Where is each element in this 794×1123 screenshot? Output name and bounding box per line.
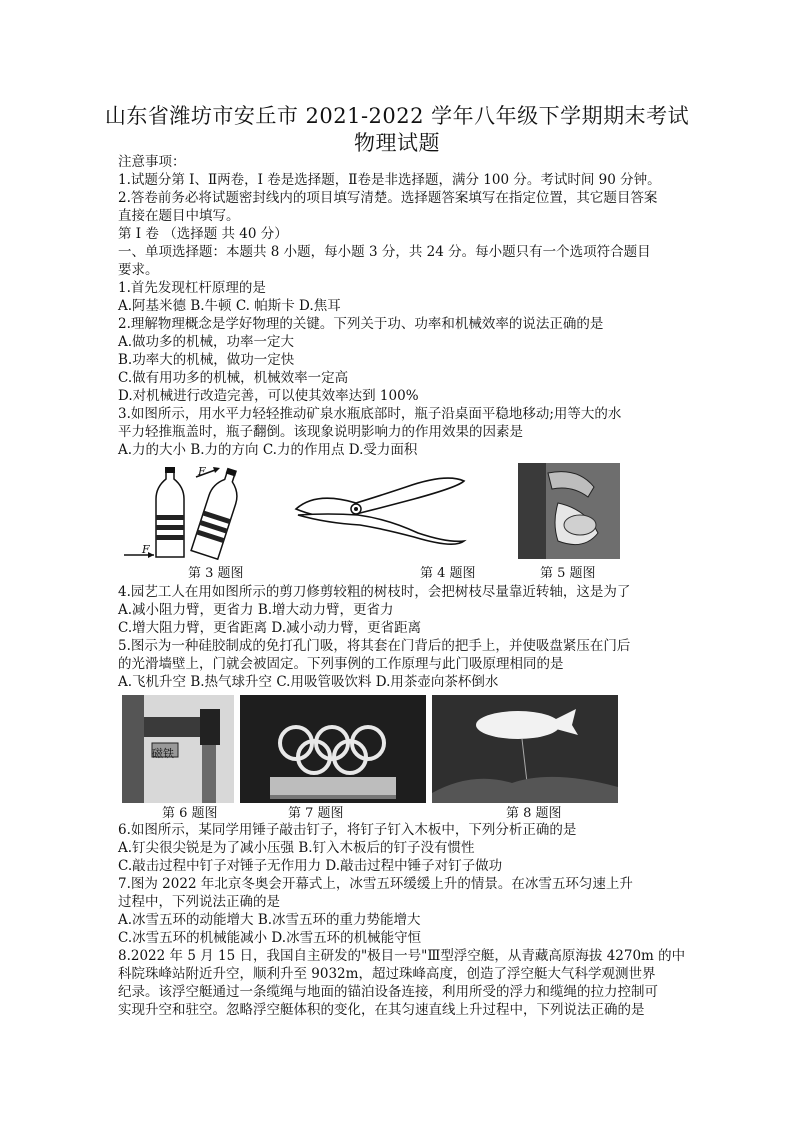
figure-7-caption: 第 7 题图 — [288, 806, 344, 821]
q3-stem-cont: 平力轻推瓶盖时，瓶子翻倒。该现象说明影响力的作用效果的因素是 — [118, 424, 523, 440]
olympic-rings-photo — [240, 695, 426, 803]
q5-stem: 5.图示为一种硅胶制成的免打孔门吸，将其套在门背后的把手上，并使吸盘紧压在门后 — [118, 638, 631, 654]
q4-stem: 4.园艺工人在用如图所示的剪刀修剪较粗的树枝时，会把树枝尽量靠近转轴，这是为了 — [118, 584, 631, 600]
figure-row-2 — [118, 695, 678, 821]
hammer-photo — [122, 695, 234, 803]
airship-photo — [432, 695, 618, 803]
q7-stem: 7.图为 2022 年北京冬奥会开幕式上，冰雪五环缓缓上升的情景。在冰雪五环匀速上升 — [118, 876, 633, 892]
bottles-figure — [118, 463, 268, 563]
q4-options: A.减小阻力臂，更省力 B.增大动力臂，更省力 — [118, 602, 394, 618]
q2-option: A.做功多的机械，功率一定大 — [118, 334, 295, 350]
q2-stem: 2.理解物理概念是学好物理的关键。下列关于功、功率和机械效率的说法正确的是 — [118, 316, 604, 332]
figure-5-caption: 第 5 题图 — [540, 566, 596, 581]
note-line: 直接在题目中填写。 — [118, 208, 240, 224]
figure-3-caption: 第 3 题图 — [188, 566, 244, 581]
q8-stem-cont: 科院珠峰站附近升空，顺利升至 9032m，超过珠峰高度，创造了浮空艇大气科学观测世界 — [118, 966, 656, 982]
q5-stem-cont: 的光滑墙壁上，门就会被固定。下列事例的工作原理与此门吸原理相同的是 — [118, 656, 564, 672]
exam-body — [118, 153, 686, 1019]
q6-options: A.钉尖很尖锐是为了减小压强 B.钉入木板后的钉子没有惯性 — [118, 840, 475, 856]
section1-heading-cont: 要求。 — [118, 262, 159, 278]
force-label: F — [198, 465, 206, 478]
q1-stem: 1.首先发现杠杆原理的是 — [118, 280, 266, 296]
q7-options: C.冰雪五环的机械能减小 D.冰雪五环的机械能守恒 — [118, 930, 422, 946]
figure-row-1 — [118, 463, 678, 583]
magnet-label: 磁铁 — [152, 747, 174, 760]
part1-heading: 第 I 卷 （选择题 共 40 分） — [118, 226, 288, 242]
q8-stem-cont: 实现升空和驻空。忽略浮空艇体积的变化，在其匀速直线上升过程中，下列说法正确的是 — [118, 1002, 645, 1018]
q7-stem-cont: 过程中，下列说法正确的是 — [118, 894, 280, 910]
door-stopper-photo — [518, 463, 620, 559]
force-label: F — [142, 543, 150, 556]
q8-stem: 8.2022 年 5 月 15 日，我国自主研发的"极目一号"Ⅲ型浮空艇，从青藏高原海拔 4270m 的中 — [118, 948, 686, 964]
q6-stem: 6.如图所示，某同学用锤子敲击钉子，将钉子钉入木板中，下列分析正确的是 — [118, 822, 577, 838]
q4-options: C.增大阻力臂，更省距离 D.减小动力臂，更省距离 — [118, 620, 422, 636]
exam-title: 山东省潍坊市安丘市 2021-2022 学年八年级下学期期末考试 — [104, 104, 690, 128]
figure-4-caption: 第 4 题图 — [420, 566, 476, 581]
q3-stem: 3.如图所示，用水平力轻轻推动矿泉水瓶底部时，瓶子沿桌面平稳地移动;用等大的水 — [118, 406, 622, 422]
q5-options: A.飞机升空 B.热气球升空 C.用吸管吸饮料 D.用茶壶向茶杯倒水 — [118, 674, 499, 690]
figure-6-caption: 第 6 题图 — [162, 806, 218, 821]
note-line: 2.答卷前务必将试题密封线内的项目填写清楚。选择题答案填写在指定位置，其它题目答案 — [118, 190, 658, 206]
q2-option: D.对机械进行改造完善，可以使其效率达到 100% — [118, 388, 419, 404]
note-line: 1.试题分第 I、Ⅱ两卷，I 卷是选择题，Ⅱ卷是非选择题，满分 100 分。考试时间 90 分钟。 — [118, 172, 661, 188]
q2-option: B.功率大的机械，做功一定快 — [118, 352, 295, 368]
q2-option: C.做有用功多的机械，机械效率一定高 — [118, 370, 349, 386]
figure-8-caption: 第 8 题图 — [506, 806, 562, 821]
q7-options: A.冰雪五环的动能增大 B.冰雪五环的重力势能增大 — [118, 912, 421, 928]
q6-options: C.敲击过程中钉子对锤子无作用力 D.敲击过程中锤子对钉子做功 — [118, 858, 503, 874]
q3-options: A.力的大小 B.力的方向 C.力的作用点 D.受力面积 — [118, 442, 418, 458]
notes-heading: 注意事项： — [118, 154, 186, 170]
q1-options: A.阿基米德 B.牛顿 C. 帕斯卡 D.焦耳 — [118, 298, 341, 314]
q8-stem-cont: 纪录。该浮空艇通过一条缆绳与地面的锚泊设备连接，利用所受的浮力和缆绳的拉力控制可 — [118, 984, 658, 1000]
exam-subtitle: 物理试题 — [354, 131, 440, 155]
shears-figure — [288, 467, 468, 547]
section1-heading: 一、单项选择题：本题共 8 小题，每小题 3 分，共 24 分。每小题只有一个选项符合题目 — [118, 244, 651, 260]
